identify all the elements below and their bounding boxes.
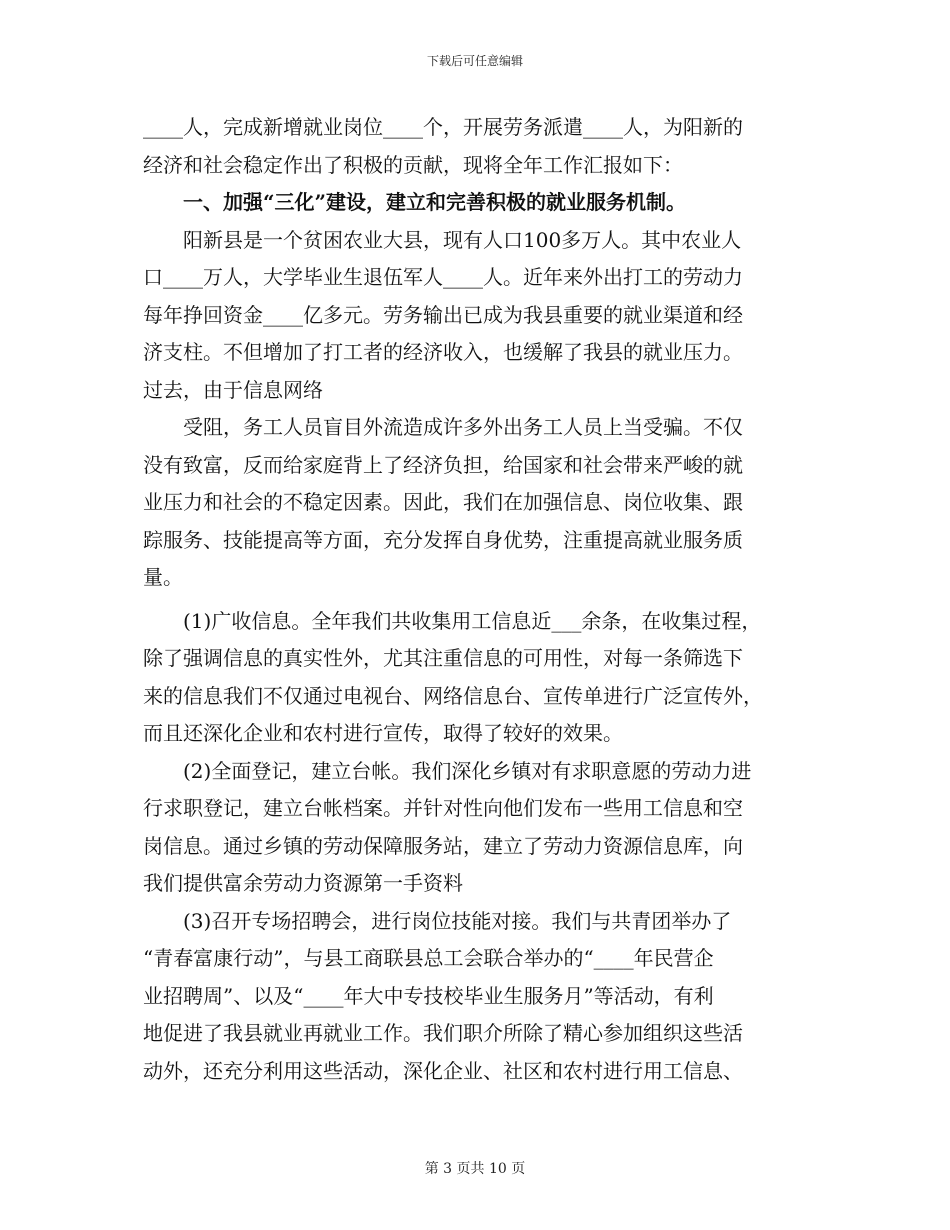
body-line: 量。: [143, 565, 183, 589]
body-line: 而且还深化企业和农村进行宣传，取得了较好的效果。: [143, 721, 623, 745]
body-line: 动外，还充分利用这些活动，深化企业、社区和农村进行用工信息、: [143, 1058, 743, 1083]
body-line: 受阻，务工人员盲目外流造成许多外出务工人员上当受骗。不仅: [183, 415, 743, 439]
body-line: 地促进了我县就业再就业工作。我们职介所除了精心参加组织这些活: [143, 1021, 743, 1045]
body-line: 来的信息我们不仅通过电视台、网络信息台、宣传单进行广泛宣传外，: [143, 683, 763, 708]
body-line: 行求职登记，建立台帐档案。并针对性向他们发布一些用工信息和空: [143, 796, 743, 820]
list-item-3: (3)召开专场招聘会，进行岗位技能对接。我们与共青团举办了: [183, 908, 732, 933]
body-line: 每年挣回资金____亿多元。劳务输出已成为我县重要的就业渠道和经: [143, 302, 743, 327]
body-line: 我们提供富余劳动力资源第一手资料: [143, 871, 463, 895]
body-line: 踪服务、技能提高等方面，充分发挥自身优势，注重提高就业服务质: [143, 527, 743, 552]
body-line: 经济和社会稳定作出了积极的贡献，现将全年工作汇报如下：: [143, 152, 683, 177]
body-line: 除了强调信息的真实性外，尤其注重信息的可用性，对每一条筛选下: [143, 646, 743, 670]
section-heading: 一、加强“三化”建设，建立和完善积极的就业服务机制。: [183, 190, 687, 214]
body-line: 过去，由于信息网络: [143, 377, 323, 402]
list-item-1: (1)广收信息。全年我们共收集用工信息近___余条，在收集过程，: [183, 608, 762, 633]
body-line: 岗信息。通过乡镇的劳动保障服务站，建立了劳动力资源信息库，向: [143, 833, 743, 858]
page-header: 下载后可任意编辑: [426, 54, 523, 68]
body-line: 阳新县是一个贫困农业大县，现有人口100多万人。其中农业人: [183, 227, 742, 252]
body-line: 没有致富，反而给家庭背上了经济负担，给国家和社会带来严峻的就: [143, 452, 743, 477]
document-body: [143, 109, 808, 1090]
page-number: 第 3 页共 10 页: [424, 1161, 526, 1177]
body-line: 业压力和社会的不稳定因素。因此，我们在加强信息、岗位收集、跟: [143, 490, 743, 514]
list-item-2: (2)全面登记，建立台帐。我们深化乡镇对有求职意愿的劳动力进: [183, 758, 752, 783]
body-line: 口____万人，大学毕业生退伍军人____人。近年来外出打工的劳动力: [143, 265, 743, 289]
body-line: 济支柱。不但增加了打工者的经济收入，也缓解了我县的就业压力。: [143, 340, 743, 364]
body-line: 业招聘周”、以及“____年大中专技校毕业生服务月”等活动，有利: [143, 983, 714, 1008]
body-line: “青春富康行动”，与县工商联县总工会联合举办的“____年民营企: [143, 946, 714, 970]
body-line: ____人，完成新增就业岗位____个，开展劳务派遣____人，为阳新的: [143, 115, 743, 139]
